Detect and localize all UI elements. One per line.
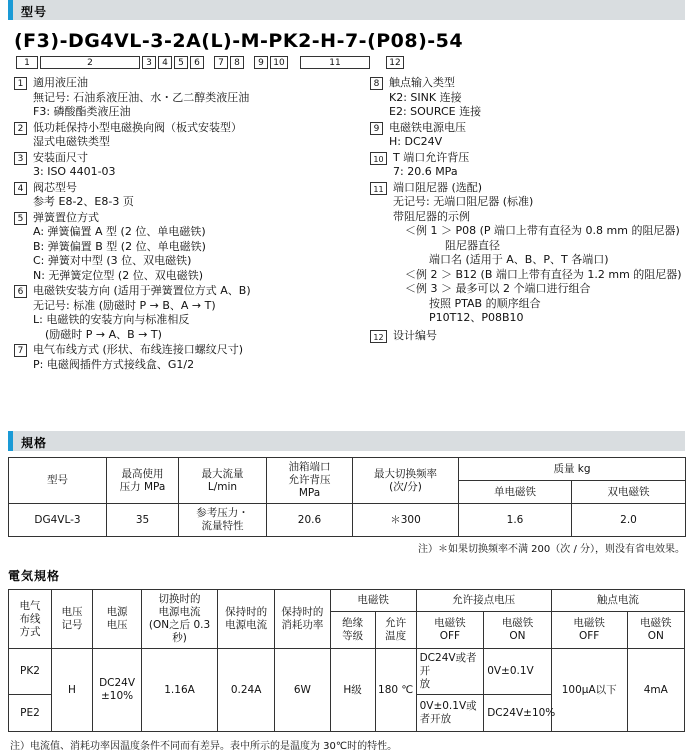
cell-wiring-type: PK2 <box>9 649 52 695</box>
th-mass-single: 单电磁铁 <box>459 481 572 504</box>
legend-line: C: 弹簧对中型 (3 位、双电磁铁) <box>33 254 192 267</box>
legend-line: 7: 20.6 MPa <box>393 165 458 178</box>
section-title-spec: 規格 <box>21 436 48 450</box>
code-index-box: 10 <box>270 56 288 69</box>
code-index-box: 9 <box>254 56 268 69</box>
th-max-flow: 最大流量 L/min <box>179 458 267 504</box>
table-header-row <box>9 458 686 481</box>
section-title-electrical: 電気規格 <box>8 569 61 583</box>
legend-line: ＜例 1 ＞ P08 (P 端口上带有直径为 0.8 mm 的阻尼器) <box>405 224 680 237</box>
legend-column-right <box>370 76 695 344</box>
code-index-box: 3 <box>142 56 156 69</box>
cell-allow-temperature: 180 ℃ <box>375 649 416 732</box>
legend-entry-3 <box>14 151 364 180</box>
legend-column-left <box>14 76 364 373</box>
legend-entry-6 <box>14 284 364 342</box>
code-index-box: 8 <box>230 56 244 69</box>
legend-index-box: 12 <box>370 330 387 343</box>
th-holding-power: 保持时的 消耗功率 <box>275 590 330 649</box>
cell-contact-voltage-on: 0V±0.1V <box>484 649 552 695</box>
th-tank-back-pressure: 油箱端口 允许背压 MPa <box>267 458 353 504</box>
th-allow-temperature: 允许 温度 <box>375 612 416 649</box>
cell-insulation-class: H级 <box>330 649 375 732</box>
legend-index-box: 7 <box>14 344 27 357</box>
cell-mass-double: 2.0 <box>572 504 686 537</box>
cell-switching-current: 1.16A <box>142 649 218 732</box>
legend-entry-12 <box>370 329 695 344</box>
legend-line: ＜例 2 ＞ B12 (B 端口上带有直径为 1.2 mm 的阻尼器) <box>405 267 682 281</box>
legend-line: 適用液圧油 <box>33 76 88 89</box>
legend-line: F3: 磷酸酯类液圧油 <box>33 105 131 118</box>
legend-line: 端口名 (适用于 A、B、P、T 各端口) <box>429 253 609 266</box>
th-contact-current-off: 电磁铁 OFF <box>551 612 627 649</box>
th-insulation-class: 绝缘 等级 <box>330 612 375 649</box>
th-contact-voltage-on: 电磁铁 ON <box>484 612 552 649</box>
code-index-box: 2 <box>40 56 140 69</box>
legend-line: N: 无弹簧定位型 (2 位、双电磁铁) <box>33 268 204 282</box>
cell-supply-voltage: DC24V ±10% <box>92 649 141 732</box>
cell-contact-current-off: 100μA以下 <box>551 649 627 732</box>
cell-max-flow: 参考压力・ 流量特性 <box>179 504 267 537</box>
th-mass-double: 双电磁铁 <box>572 481 686 504</box>
legend-line: (励磁时 P → A、B → T) <box>45 327 162 341</box>
legend-line: 低功耗保持小型电磁换向阀（板式安装型） <box>33 120 242 134</box>
legend-entry-10 <box>370 151 695 180</box>
th-solenoid-group: 电磁铁 <box>330 590 416 612</box>
legend-index-box: 5 <box>14 212 27 225</box>
spec-table-note: 注）＊如果切换频率不满 200（次 / 分），则没有省电效果。 <box>418 544 685 555</box>
legend-line: 阀芯型号 <box>33 180 77 194</box>
legend-index-box: 9 <box>370 122 383 135</box>
legend-index-box: 2 <box>14 122 27 135</box>
th-allow-contact-voltage-group: 允许接点电压 <box>416 590 551 612</box>
code-index-box: 11 <box>300 56 370 69</box>
cell-contact-voltage-off: 0V±0.1V或 者开放 <box>416 695 484 732</box>
legend-index-box: 10 <box>370 152 387 165</box>
cell-holding-current: 0.24A <box>217 649 274 732</box>
legend-entry-8 <box>370 76 695 120</box>
spec-table <box>8 457 686 537</box>
cell-wiring-type: PE2 <box>9 695 52 732</box>
legend-line: P10T12、P08B10 <box>429 311 524 324</box>
th-voltage-code: 电压 记号 <box>52 590 93 649</box>
legend-line: 端口阻尼器 (选配) <box>393 180 483 194</box>
section-title-model: 型号 <box>21 5 48 19</box>
th-max-switch-freq: 最大切换频率 (次/分) <box>353 458 459 504</box>
legend-line: 电磁铁电源电压 <box>389 120 466 134</box>
model-code: (F3)-DG4VL-3-2A(L)-M-PK2-H-7-(P08)-54 <box>14 30 464 52</box>
legend-line: 电磁铁安装方向 (适用于弹簧置位方式 A、B) <box>33 284 251 297</box>
cell-max-pressure: 35 <box>107 504 179 537</box>
legend-line: 湿式电磁铁类型 <box>33 135 110 148</box>
code-index-box: 1 <box>16 56 38 69</box>
legend-index-box: 1 <box>14 77 27 90</box>
legend-line: 弹簧置位方式 <box>33 210 99 224</box>
th-model: 型号 <box>9 458 107 504</box>
legend-line: 无记号: 无端口阻尼器 (标准) <box>393 195 534 208</box>
th-wiring-type: 电气 布线 方式 <box>9 590 52 649</box>
legend-entry-9 <box>370 121 695 150</box>
legend-index-box: 3 <box>14 152 27 165</box>
legend-line: 触点输入类型 <box>389 76 455 89</box>
model-code-number-strip <box>16 56 693 70</box>
section-header-spec <box>8 431 685 451</box>
electrical-table-note: 注）电流值、消耗功率因温度条件不同而有差异。表中所示的是温度为 30℃时的特性。 <box>10 741 398 752</box>
cell-mass-single: 1.6 <box>459 504 572 537</box>
legend-line: 3: ISO 4401-03 <box>33 165 116 178</box>
legend-line: 按照 PTAB 的顺序组合 <box>429 296 541 310</box>
legend-entry-2 <box>14 121 364 150</box>
legend-entry-11 <box>370 181 695 326</box>
th-max-pressure: 最高使用 压力 MPa <box>107 458 179 504</box>
table-row <box>9 649 685 695</box>
cell-voltage-code: H <box>52 649 93 732</box>
table-row <box>9 504 686 537</box>
electrical-table <box>8 589 685 732</box>
legend-entry-1 <box>14 76 364 120</box>
legend-line: 无记号: 标准 (励磁时 P → B、A → T) <box>33 298 216 312</box>
th-contact-voltage-off: 电磁铁 OFF <box>416 612 484 649</box>
legend-line: 带阻尼器的示例 <box>393 209 470 223</box>
cell-model: DG4VL-3 <box>9 504 107 537</box>
legend-line: T 端口允许背压 <box>393 150 470 164</box>
code-index-box: 12 <box>386 56 404 69</box>
legend-line: 阻尼器直径 <box>445 238 500 252</box>
legend-index-box: 11 <box>370 182 387 195</box>
code-index-box: 7 <box>214 56 228 69</box>
code-index-box: 5 <box>174 56 188 69</box>
legend-line: 设计编号 <box>393 328 437 342</box>
th-contact-current-group: 触点电流 <box>551 590 684 612</box>
cell-contact-voltage-on: DC24V±10% <box>484 695 552 732</box>
th-mass-group: 质量 kg <box>459 458 686 481</box>
legend-line: H: DC24V <box>389 135 443 148</box>
legend-line: K2: SINK 连接 <box>389 90 462 104</box>
cell-max-switch-freq: ＊300 <box>353 504 459 537</box>
legend-line: 电气布线方式 (形状、布线连接口螺纹尺寸) <box>33 343 244 356</box>
legend-line: E2: SOURCE 连接 <box>389 105 482 118</box>
th-holding-current: 保持时的 电源电流 <box>217 590 274 649</box>
legend-entry-4 <box>14 181 364 210</box>
cell-holding-power: 6W <box>275 649 330 732</box>
legend-line: 無记号: 石油系液圧油、水・乙二醇类液圧油 <box>33 90 250 104</box>
section-header-model <box>8 0 685 20</box>
legend-line: ＜例 3 ＞ 最多可以 2 个端口进行组合 <box>405 282 591 295</box>
table-header-row <box>9 590 685 612</box>
legend-index-box: 4 <box>14 182 27 195</box>
legend-line: A: 弹簧偏置 A 型 (2 位、单电磁铁) <box>33 225 206 238</box>
legend-line: 安装面尺寸 <box>33 150 88 164</box>
legend-entry-7 <box>14 343 364 372</box>
legend-index-box: 8 <box>370 77 383 90</box>
legend-index-box: 6 <box>14 285 27 298</box>
cell-tank-back-pressure: 20.6 <box>267 504 353 537</box>
legend-line: 参考 E8-2、E8-3 页 <box>33 195 134 208</box>
legend-line: P: 电磁阀插件方式接线盒、G1/2 <box>33 357 195 371</box>
legend-line: B: 弹簧偏置 B 型 (2 位、单电磁铁) <box>33 239 206 253</box>
code-index-box: 6 <box>190 56 204 69</box>
model-code-legend <box>8 76 685 421</box>
cell-contact-voltage-off: DC24V或者开 放 <box>416 649 484 695</box>
code-index-box: 4 <box>158 56 172 69</box>
th-contact-current-on: 电磁铁 ON <box>627 612 684 649</box>
th-switching-current: 切换时的 电源电流 (ON之后 0.3秒) <box>142 590 218 649</box>
cell-contact-current-on: 4mA <box>627 649 684 732</box>
legend-entry-5 <box>14 211 364 284</box>
th-supply-voltage: 电源 电压 <box>92 590 141 649</box>
legend-line: L: 电磁铁的安装方向与标准相反 <box>33 313 190 326</box>
